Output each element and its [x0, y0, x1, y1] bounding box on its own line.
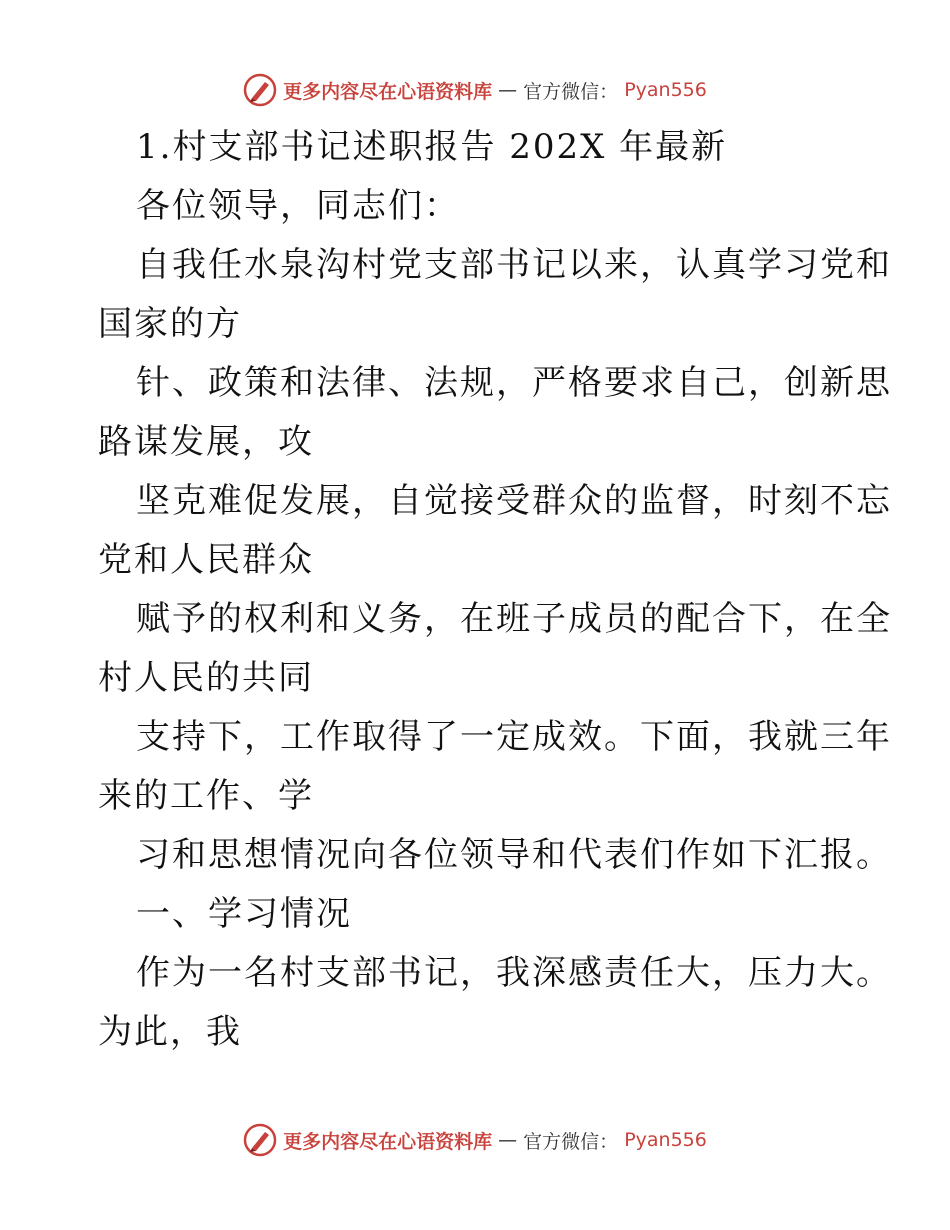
- document-body: [98, 118, 892, 1062]
- paragraph-line: 赋予的权利和义务，在班子成员的配合下，在全: [136, 599, 892, 639]
- paragraph-line: 党和人民群众: [98, 540, 314, 580]
- banner-wechat-id: Pyan556: [624, 1129, 707, 1151]
- banner-wechat-label: 官方微信：: [523, 80, 619, 103]
- pen-logo-icon: [243, 73, 277, 107]
- paragraph-line: 支持下，工作取得了一定成效。下面，我就三年: [136, 717, 892, 757]
- paragraph-line: 为此，我: [98, 1012, 242, 1052]
- banner-main-text: 更多内容尽在心语资料库: [283, 1130, 493, 1153]
- pen-logo-icon: [243, 1123, 277, 1157]
- document-title: 1.村支部书记述职报告 202X 年最新: [136, 127, 728, 167]
- paragraph-line: 坚克难促发展，自觉接受群众的监督，时刻不忘: [136, 481, 892, 521]
- paragraph-line: 路谋发展，攻: [98, 422, 314, 462]
- banner-wechat-label: 官方微信：: [523, 1130, 619, 1153]
- banner-wechat-id: Pyan556: [624, 79, 707, 101]
- banner-dash: —: [498, 1129, 518, 1151]
- header-banner: [0, 70, 950, 110]
- footer-banner: [0, 1120, 950, 1160]
- banner-main-text: 更多内容尽在心语资料库: [283, 80, 493, 103]
- banner-dash: —: [498, 79, 518, 101]
- paragraph-line: 来的工作、学: [98, 776, 314, 816]
- paragraph-line: 习和思想情况向各位领导和代表们作如下汇报。: [136, 835, 892, 875]
- paragraph-line: 自我任水泉沟村党支部书记以来，认真学习党和: [136, 245, 892, 285]
- section-heading: 一、学习情况: [136, 894, 352, 934]
- paragraph-line: 国家的方: [98, 304, 242, 344]
- paragraph-line: 村人民的共同: [98, 658, 314, 698]
- paragraph-line: 作为一名村支部书记，我深感责任大，压力大。: [136, 953, 892, 993]
- salutation: 各位领导，同志们：: [136, 186, 460, 226]
- paragraph-line: 针、政策和法律、法规，严格要求自己，创新思: [136, 363, 892, 403]
